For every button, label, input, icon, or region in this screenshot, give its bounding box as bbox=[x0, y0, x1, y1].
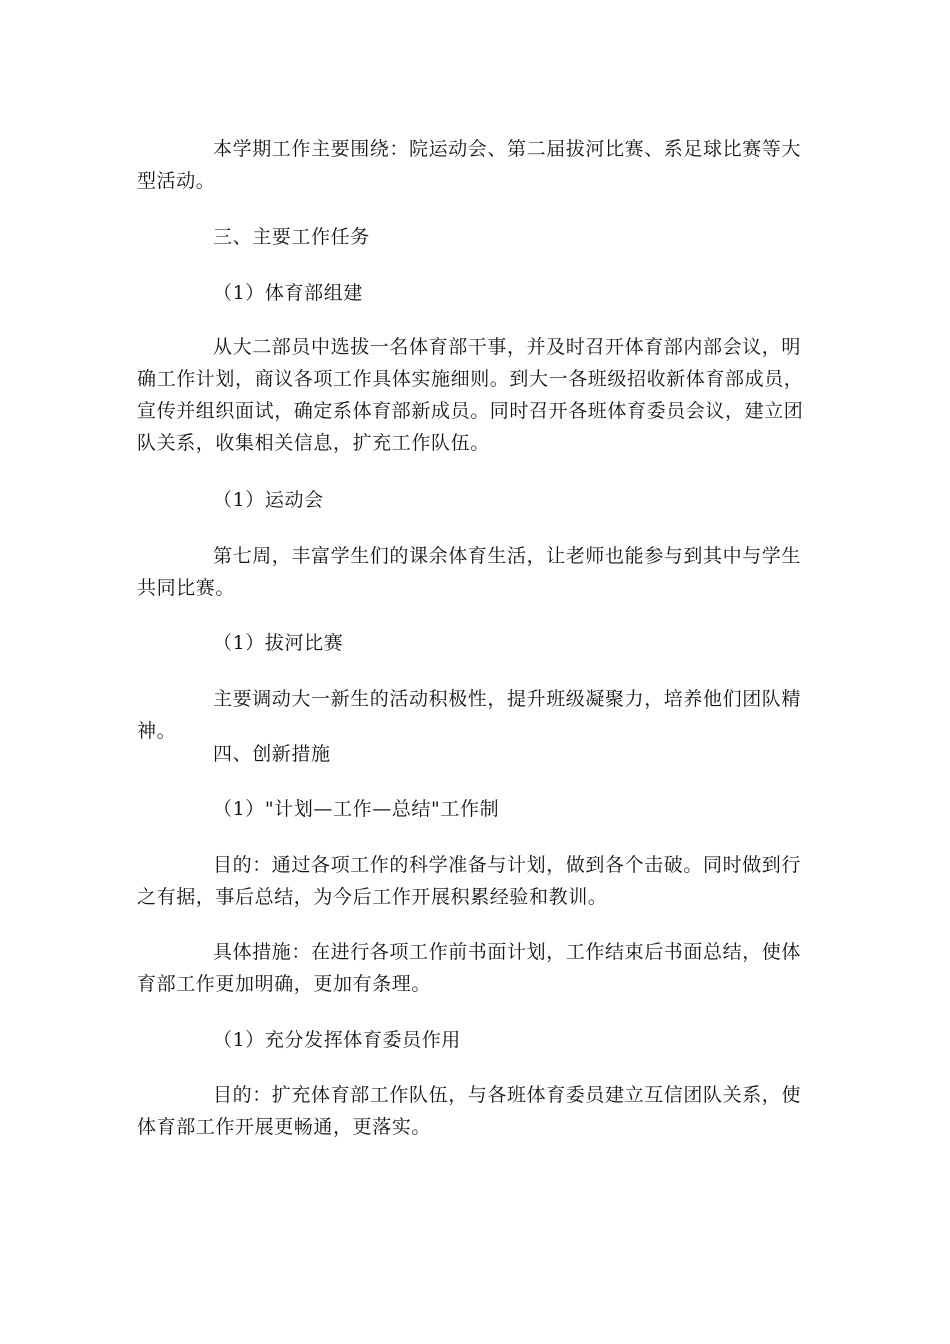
paragraph-tug-of-war: 主要调动大一新生的活动积极性，提升班级凝聚力，培养他们团队精神。 bbox=[137, 688, 802, 742]
subheading-plan-work-summary: （1）"计划—工作—总结"工作制 bbox=[213, 798, 500, 820]
subheading-sports-committee: （1）充分发挥体育委员作用 bbox=[213, 1029, 461, 1051]
paragraph-intro: 本学期工作主要围绕：院运动会、第二届拔河比赛、系足球比赛等大型活动。 bbox=[137, 138, 802, 192]
subheading-tug-of-war: （1）拔河比赛 bbox=[213, 632, 344, 654]
subheading-sports-meet: （1）运动会 bbox=[213, 489, 324, 511]
section-heading-innovation: 四、创新措施 bbox=[213, 743, 331, 765]
paragraph-sports-meet: 第七周，丰富学生们的课余体育生活，让老师也能参与到其中与学生共同比赛。 bbox=[137, 545, 802, 599]
paragraph-measures: 具体措施：在进行各项工作前书面计划，工作结束后书面总结，使体育部工作更加明确，更加有条理。 bbox=[137, 941, 802, 995]
subheading-sports-dept: （1）体育部组建 bbox=[213, 282, 363, 304]
paragraph-purpose-1: 目的：通过各项工作的科学准备与计划，做到各个击破。同时做到行之有据，事后总结，为今后工作开展积累经验和教训。 bbox=[137, 854, 802, 908]
section-heading-main-tasks: 三、主要工作任务 bbox=[213, 226, 370, 248]
paragraph-sports-dept: 从大二部员中选拔一名体育部干事，并及时召开体育部内部会议，明确工作计划，商议各项工作具体实施细则。到大一各班级招收新体育部成员，宣传并组织面试，确定系体育部新成员。同时召开各班体育委员会议，建立团队关系，收集相关信息，扩充工作队伍。 bbox=[137, 336, 804, 454]
paragraph-purpose-2: 目的：扩充体育部工作队伍，与各班体育委员建立互信团队关系，使体育部工作开展更畅通，更落实。 bbox=[137, 1084, 802, 1138]
